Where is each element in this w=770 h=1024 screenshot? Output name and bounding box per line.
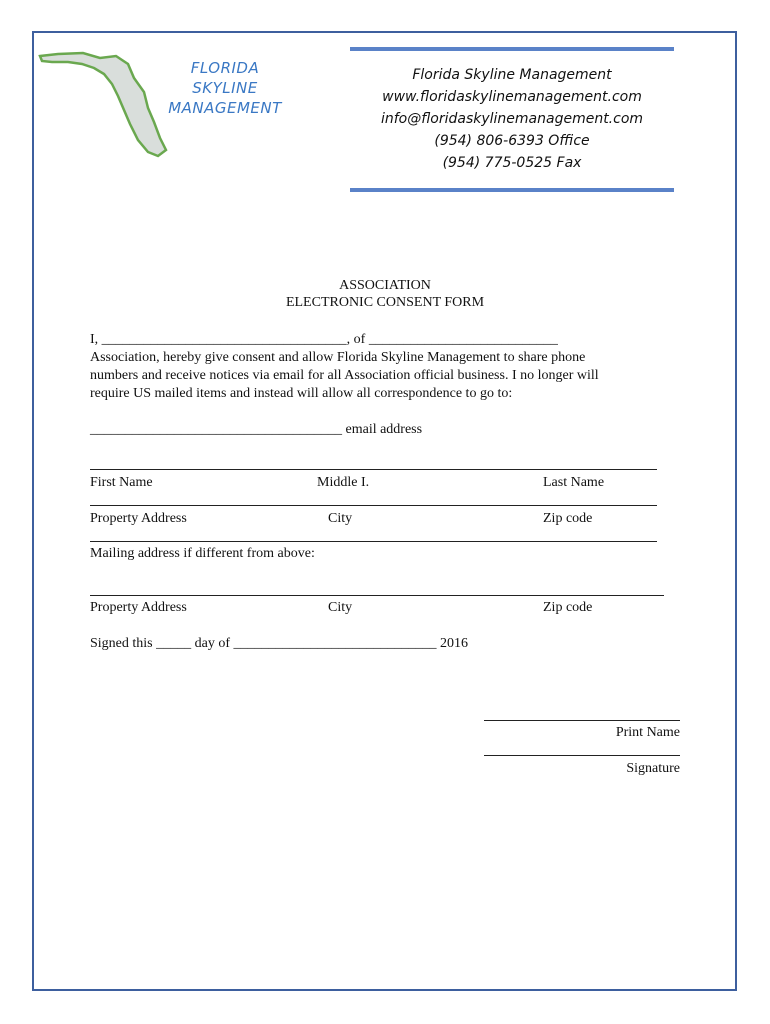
email-address-field[interactable]: ____________________________________ email address: [90, 422, 423, 437]
form-title-1: ASSOCIATION: [339, 278, 431, 293]
divider-line: [90, 541, 657, 542]
print-name-line[interactable]: [484, 720, 680, 721]
property-address-label: Property Address: [90, 511, 187, 526]
zip-label: Zip code: [543, 511, 593, 526]
logo-line-1: FLORIDA: [190, 59, 260, 77]
consent-line-2: Association, hereby give consent and allow Florida Skyline Management to share phone: [90, 350, 586, 365]
city-label: City: [328, 511, 353, 526]
middle-initial-label: Middle I.: [317, 475, 370, 490]
first-name-label: First Name: [90, 475, 153, 490]
website: www.floridaskylinemanagement.com: [382, 89, 642, 105]
office-phone: (954) 806-6393 Office: [434, 133, 590, 149]
consent-line-1[interactable]: I, ___________________________________, of ___________________________: [90, 332, 558, 347]
email: info@floridaskylinemanagement.com: [380, 111, 644, 127]
consent-line-4: require US mailed items and instead will allow all correspondence to go to:: [90, 386, 513, 401]
header-rule-bottom: [350, 188, 674, 192]
logo-line-2: SKYLINE: [192, 79, 258, 97]
consent-line-3: numbers and receive notices via email for all Association official business. I no longer will: [90, 368, 599, 383]
logo-text: [150, 58, 300, 118]
property-address-label-2: Property Address: [90, 600, 187, 615]
company-name: Florida Skyline Management: [412, 67, 612, 83]
property-line[interactable]: [90, 505, 657, 506]
signature-line[interactable]: [484, 755, 680, 756]
header-contact: [350, 64, 674, 174]
last-name-label: Last Name: [543, 475, 605, 490]
signed-date-field[interactable]: Signed this _____ day of _____________________________ 2016: [90, 636, 468, 651]
mailing-note: Mailing address if different from above:: [90, 546, 315, 561]
name-line[interactable]: [90, 469, 657, 470]
city-label-2: City: [328, 600, 353, 615]
mailing-line[interactable]: [90, 595, 664, 596]
zip-label-2: Zip code: [543, 600, 593, 615]
fax: (954) 775-0525 Fax: [442, 155, 582, 171]
form-title-2: ELECTRONIC CONSENT FORM: [285, 295, 485, 310]
header-rule-top: [350, 47, 674, 51]
logo-line-3: MANAGEMENT: [168, 99, 282, 117]
print-name-label: Print Name: [615, 725, 680, 740]
signature-label: Signature: [626, 761, 680, 776]
